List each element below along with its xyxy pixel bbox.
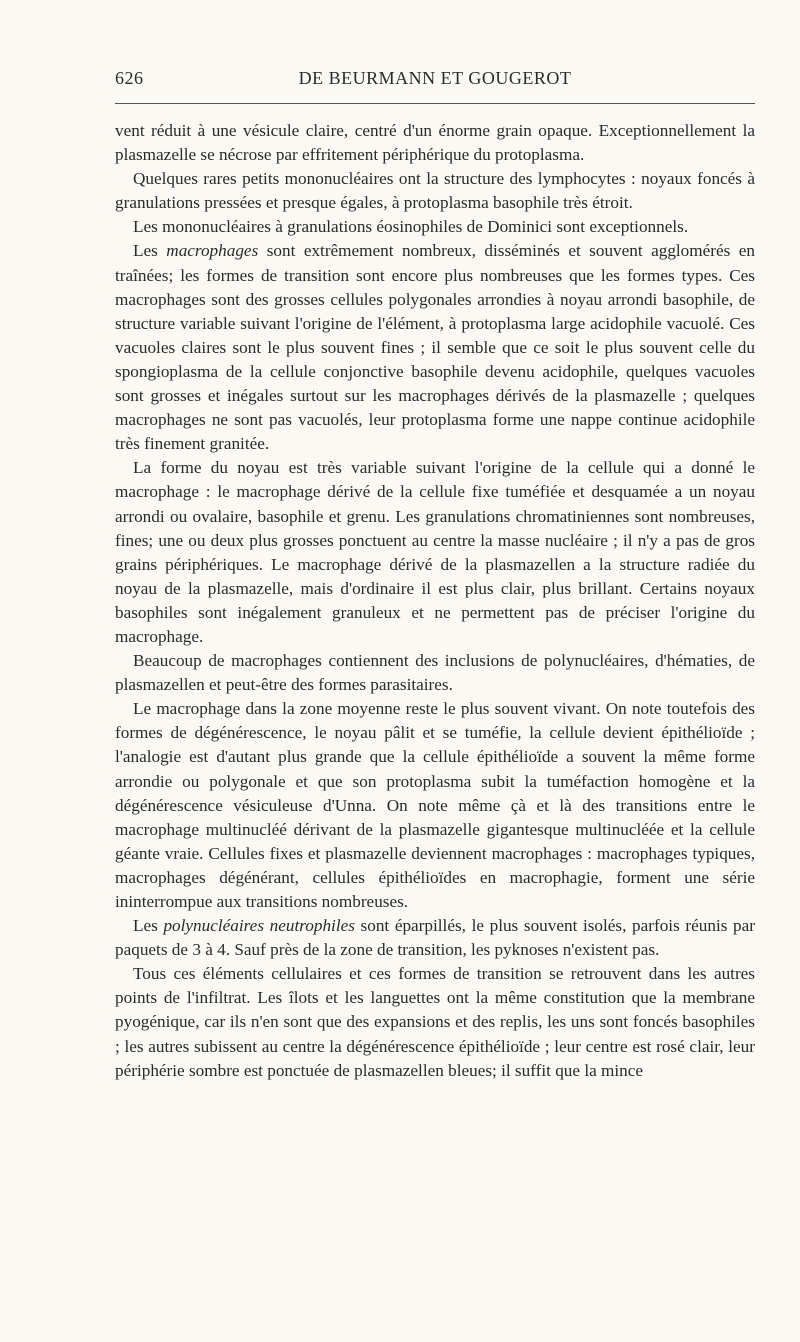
body-text <box>115 119 755 1083</box>
paragraph: Le macrophage dans la zone moyenne reste le plus souvent vivant. On note toutefois des formes de dégénérescence, le noyau pâlit et se tuméfie, la cellule devient épithélioïde ; l'analogie est d'autant plus grande que la cellule épithélioïde a souvent la même forme arrondie ou polygonale et que son protoplasma subit la tuméfaction homogène et la dégénérescence vésiculeuse d'Unna. On note même çà et là des transitions entre le macrophage multinucléé dérivant de la plasmazelle gigantesque multinucléée et la cellule géante vraie. Cellules fixes et plasmazelle deviennent macrophages : macrophages typiques, macrophages dégénérant, cellules épithélioïdes en macrophagie, forment une série ininterrompue aux transitions nombreuses. <box>115 699 755 911</box>
paragraph: Beaucoup de macrophages contiennent des inclusions de polynucléaires, d'hématies, de plasmazellen et peut-être des formes parasitaires. <box>115 651 755 695</box>
italic-term: polynucléaires neutrophiles <box>163 916 355 936</box>
paragraph: Les polynucléaires neutrophiles sont éparpillés, le plus souvent isolés, parfois réunis par paquets de 3 à 4. Sauf près de la zone de transition, les pyknoses n'existent pas. <box>115 916 755 960</box>
paragraph: vent réduit à une vésicule claire, centré d'un énorme grain opaque. Exceptionnellement la plasmazelle se nécrose par effritement périphérique du protoplasma. <box>115 121 755 165</box>
header-rule <box>115 103 755 104</box>
paragraph: Les macrophages sont extrêmement nombreux, disséminés et souvent agglomérés en traînées; les formes de transition sont encore plus nombreuses que les formes types. Ces macrophages sont des grosses cellules polygonales arrondies à noyau arrondi basophile, de structure variable suivant l'origine de l'élément, à protoplasma large acidophile vacuolé. Ces vacuoles claires sont le plus souvent fines ; il semble que ce soit le plus souvent celle du spongioplasma de la cellule conjonctive basophile devenu acidophile, quelques vacuoles sont grosses et inégales surtout sur les macrophages dérivés de la plasmazelle ; quelques macrophages ne sont pas vacuolés, leur protoplasma forme une nappe continue acidophile très finement granitée. <box>115 241 755 454</box>
paragraph: Les mononucléaires à granulations éosinophiles de Dominici sont exceptionnels. <box>133 217 689 237</box>
paragraph: La forme du noyau est très variable suivant l'origine de la cellule qui a donné le macrophage : le macrophage dérivé de la cellule fixe tuméfiée et desquamée a un noyau arrondi ou ovalaire, basophile et grenu. Les granulations chromatiniennes sont nombreuses, fines; une ou deux plus grosses ponctuent au centre la masse nucléaire ; il n'y a pas de gros grains périphériques. Le macrophage dérivé de la plasmazellen a la structure radiée du noyau de la plasmazelle, mais d'ordinaire il est plus clair, plus brillant. Certains noyaux basophiles sont inégalement granuleux et ne permettent pas de préciser l'origine du macrophage. <box>115 458 755 646</box>
page-header <box>115 68 755 92</box>
running-title: DE BEURMANN ET GOUGEROT <box>298 68 572 88</box>
italic-term: macrophages <box>166 241 259 261</box>
paragraph: Quelques rares petits mononucléaires ont la structure des lymphocytes : noyaux foncés à granulations pressées et presque égales, à protoplasma basophile très étroit. <box>115 169 755 213</box>
page-number: 626 <box>115 68 144 88</box>
paragraph: Tous ces éléments cellulaires et ces formes de transition se retrouvent dans les autres points de l'infiltrat. Les îlots et les languettes ont la même constitution que la membrane pyogénique, car ils n'en sont que des expansions et des replis, les uns sont foncés basophiles ; les autres subissent au centre la dégénérescence épithélioïde ; leur centre est rosé clair, leur périphérie sombre est ponctuée de plasmazellen bleues; il suffit que la mince <box>115 964 755 1080</box>
